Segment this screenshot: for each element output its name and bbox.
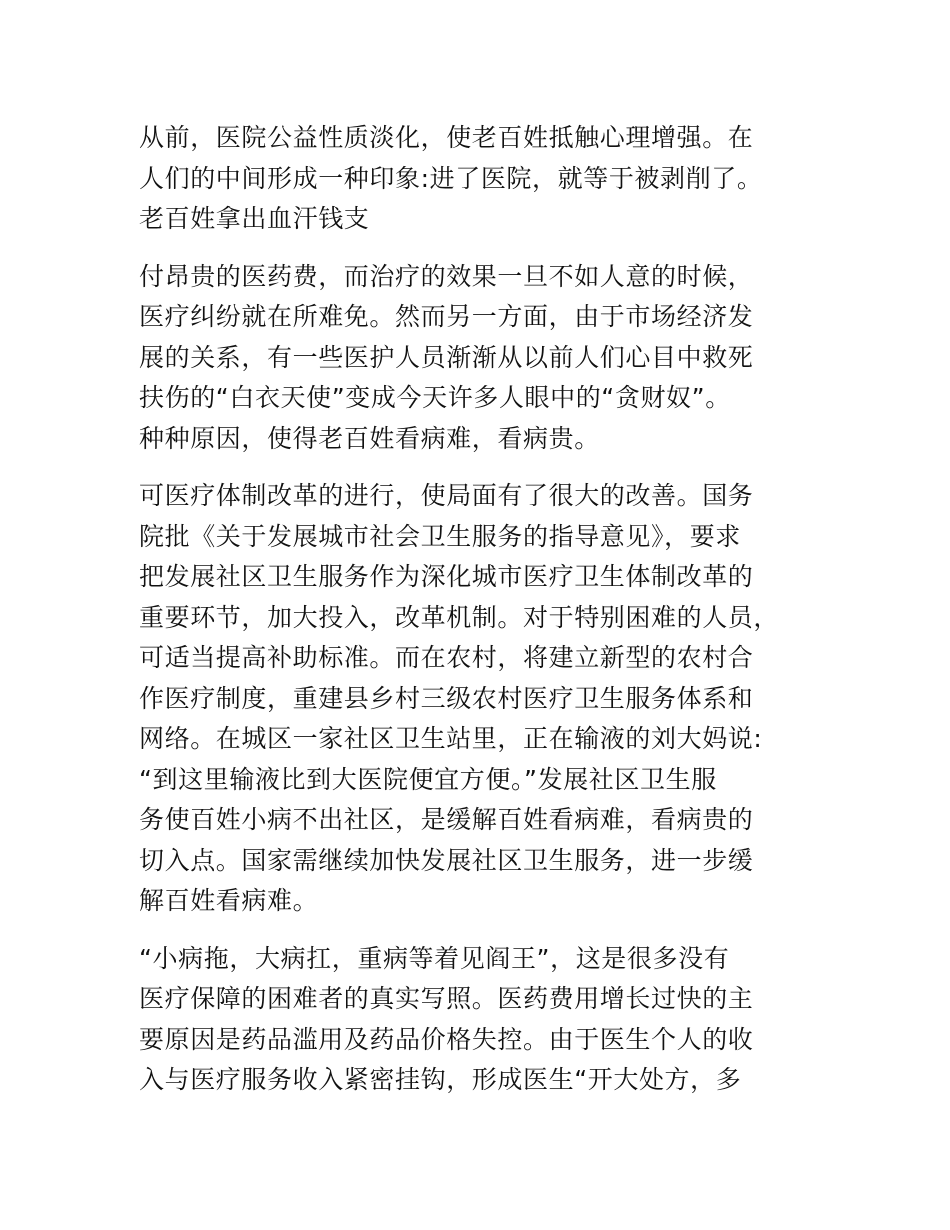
- document-page: [139, 118, 819, 1101]
- text-line: “到这里输液比到大医院便宜方便。”发展社区卫生服: [139, 764, 717, 794]
- text-line: 网络。在城区一家社区卫生站里，正在输液的刘大妈说:: [139, 724, 763, 753]
- text-line: 医疗纠纷就在所难免。然而另一方面，由于市场经济发: [139, 302, 754, 331]
- paragraph: [139, 476, 819, 922]
- text-line: 可医疗体制改革的进行，使局面有了很大的改善。国务: [139, 481, 754, 510]
- text-line: 展的关系，有一些医护人员渐渐从以前人们心目中救死: [139, 342, 754, 372]
- text-line: “小病拖，大病扛，重病等着见阎王”，这是很多没有: [139, 943, 730, 973]
- paragraph: [139, 939, 819, 1101]
- text-line: 入与医疗服务收入紧密挂钩，形成医生“开大处方，多: [139, 1065, 742, 1094]
- text-line: 要原因是药品滥用及药品价格失控。由于医生个人的收: [139, 1024, 754, 1054]
- text-line: 院批《关于发展城市社会卫生服务的指导意见》，要求: [139, 521, 741, 551]
- text-line: 重要环节，加大投入，改革机制。对于特别困难的人员，: [139, 602, 780, 632]
- text-line: 人们的中间形成一种印象:进了医院，就等于被剥削了。: [139, 163, 763, 193]
- text-line: 种种原因，使得老百姓看病难，看病贵。: [139, 423, 600, 453]
- text-line: 医疗保障的困难者的真实写照。医药费用增长过快的主: [139, 984, 754, 1013]
- text-line: 老百姓拿出血汗钱支: [139, 204, 370, 233]
- text-line: 付昂贵的医药费，而治疗的效果一旦不如人意的时候，: [139, 261, 754, 291]
- text-line: 切入点。国家需继续加快发展社区卫生服务，进一步缓: [139, 845, 754, 875]
- text-line: 解百姓看病难。: [139, 886, 319, 915]
- paragraph: [139, 118, 819, 240]
- text-line: 可适当提高补助标准。而在农村，将建立新型的农村合: [139, 643, 754, 672]
- text-line: 把发展社区卫生服务作为深化城市医疗卫生体制改革的: [139, 562, 754, 591]
- text-line: 扶伤的“白衣天使”变成今天许多人眼中的“贪财奴”。: [139, 383, 731, 412]
- paragraph: [139, 257, 819, 460]
- text-line: 从前，医院公益性质淡化，使老百姓抵触心理增强。在: [139, 123, 754, 152]
- text-line: 作医疗制度，重建县乡村三级农村医疗卫生服务体系和: [139, 683, 754, 713]
- text-line: 务使百姓小病不出社区，是缓解百姓看病难，看病贵的: [139, 805, 754, 834]
